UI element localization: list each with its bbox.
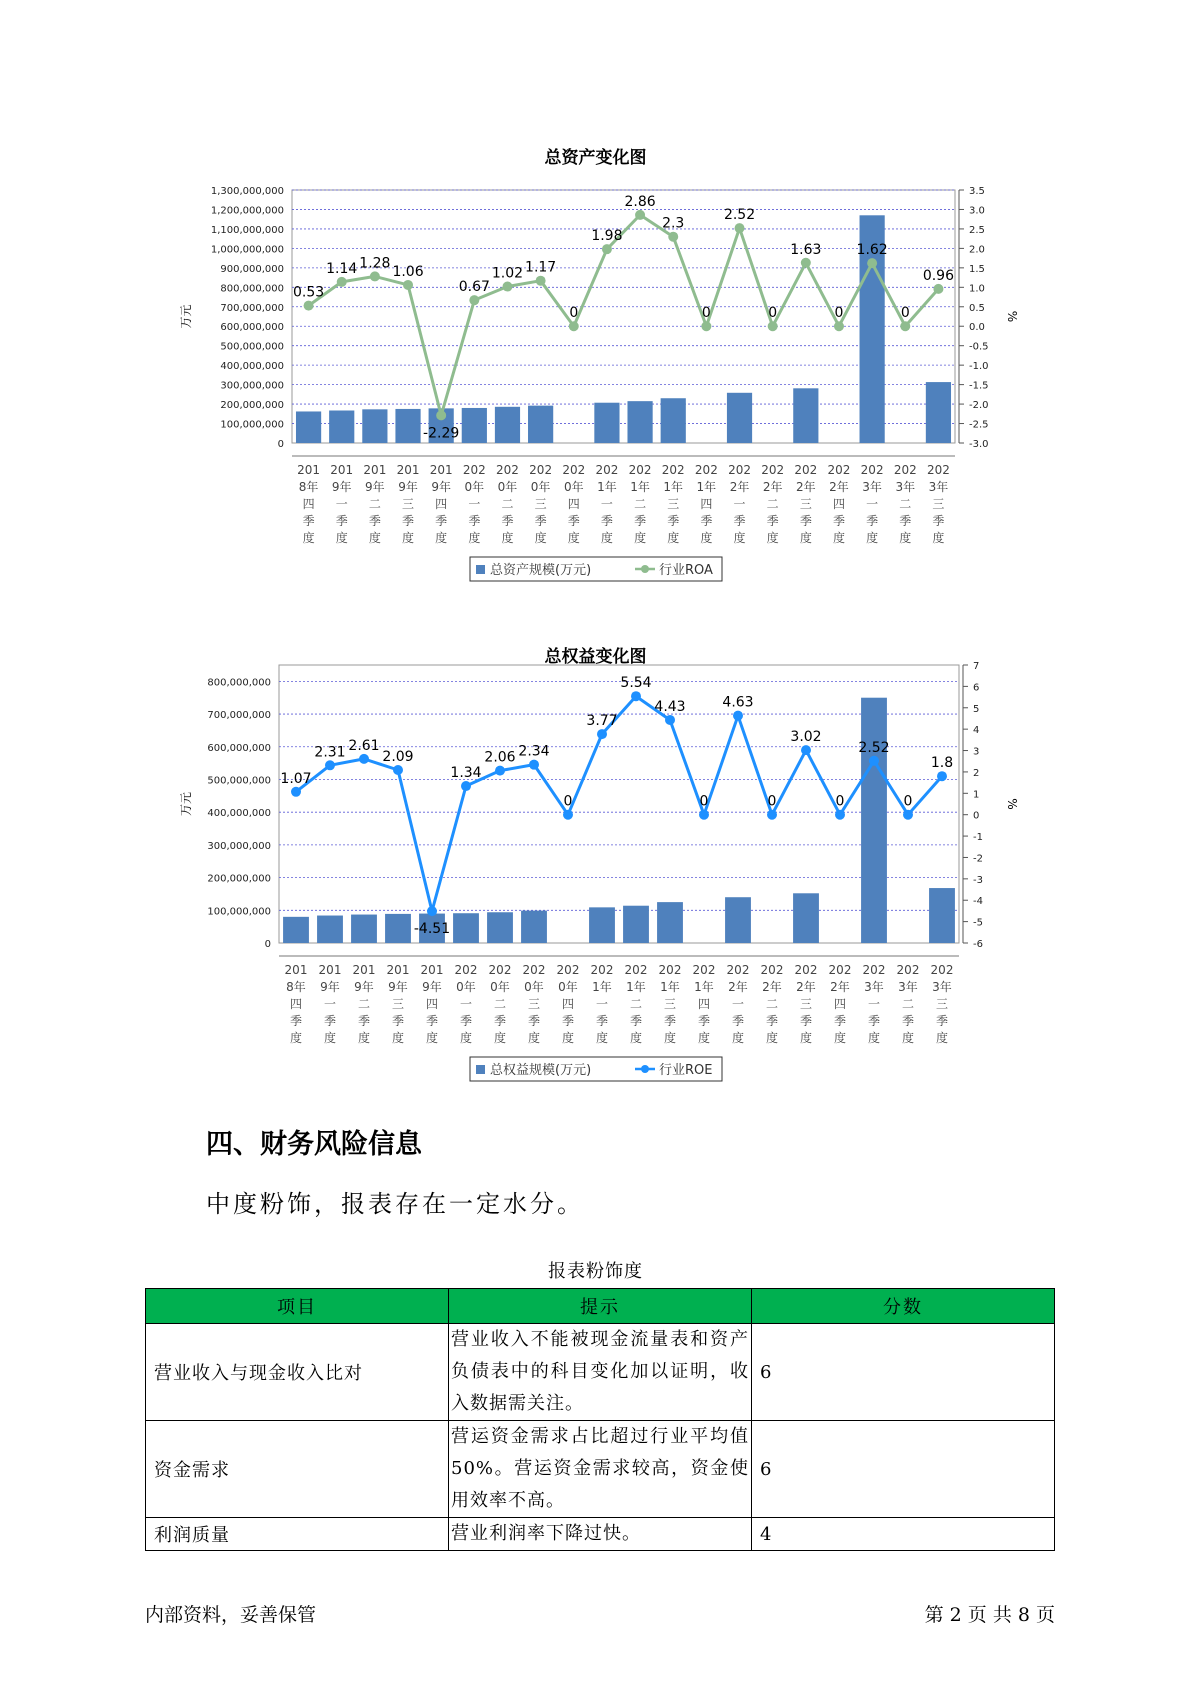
x-tick-label: 202 0年一季度	[462, 463, 486, 545]
data-label: 0	[563, 793, 573, 810]
x-tick-label: 202 2年二季度	[761, 463, 785, 545]
line-point	[529, 760, 539, 770]
data-label: 4.43	[654, 698, 686, 715]
y-tick-label: 700,000,000	[207, 710, 271, 722]
legend-bar-swatch	[476, 1065, 485, 1074]
plot-frame	[292, 190, 955, 443]
y2-tick-label: -6	[973, 939, 983, 950]
y-tick-label: 1,300,000,000	[210, 186, 284, 197]
data-label: 0	[900, 305, 910, 322]
line-point	[933, 284, 943, 294]
line-point	[602, 244, 612, 254]
bar	[395, 409, 420, 443]
bar	[661, 398, 686, 443]
data-label: 0.96	[922, 267, 955, 284]
data-label: 0	[834, 305, 844, 322]
table-row	[146, 1421, 1055, 1518]
x-tick-label: 202 1年二季度	[628, 463, 652, 545]
x-tick-label: 201 9年一季度	[318, 963, 342, 1045]
data-label: 2.52	[723, 207, 756, 224]
bar	[926, 382, 951, 443]
x-tick-label: 201 9年四季度	[420, 963, 444, 1045]
x-tick-label: 202 0年三季度	[529, 463, 553, 545]
line-point	[403, 280, 413, 290]
bar	[725, 897, 751, 943]
y-tick-label: 700,000,000	[220, 302, 284, 314]
bar	[528, 406, 553, 443]
y-tick-label: 600,000,000	[220, 322, 284, 334]
y-tick-label: 100,000,000	[220, 419, 284, 431]
data-label: -2.29	[423, 425, 460, 442]
y-axis-title: 万元	[179, 791, 193, 817]
row-item: 营业收入与现金收入比对	[146, 1324, 449, 1421]
y2-tick-label: 4	[973, 725, 980, 737]
legend-line-marker	[641, 1065, 649, 1073]
x-tick-label: 202 0年四季度	[562, 463, 586, 545]
legend-bar-label: 总权益规模(万元)	[490, 1063, 592, 1078]
data-label: 0	[699, 793, 709, 810]
bar	[283, 917, 309, 943]
header-score: 分数	[752, 1289, 1055, 1324]
data-label: 0	[767, 793, 777, 810]
y2-tick-label: -0.5	[969, 341, 989, 353]
row-score: 6	[752, 1421, 1055, 1518]
data-label: 2.3	[662, 215, 685, 232]
y2-tick-label: 2.5	[969, 224, 985, 236]
line-point	[735, 223, 745, 233]
data-label: 1.28	[359, 255, 391, 272]
y-tick-label: 400,000,000	[220, 361, 284, 373]
section-text: 中度粉饰，报表存在一定水分。	[206, 1190, 584, 1218]
line-point	[304, 301, 314, 311]
line-series	[296, 696, 942, 911]
data-label: 2.61	[348, 737, 380, 754]
x-tick-label: 202 2年一季度	[726, 963, 750, 1045]
y-tick-label: 0	[264, 939, 271, 950]
line-point	[699, 810, 709, 820]
x-tick-label: 202 1年四季度	[692, 963, 716, 1045]
data-label: 3.02	[790, 729, 822, 746]
line-point	[869, 756, 879, 766]
line-point	[461, 781, 471, 791]
x-tick-label: 201 9年四季度	[429, 463, 453, 545]
row-item: 资金需求	[146, 1421, 449, 1518]
data-label: 0	[569, 305, 579, 322]
data-label: 4.63	[722, 694, 754, 711]
data-label: 0.67	[458, 279, 490, 296]
risk-table	[145, 1288, 1055, 1551]
line-point	[733, 711, 743, 721]
legend-bar-swatch	[476, 565, 485, 574]
row-score: 6	[752, 1324, 1055, 1421]
bar	[385, 914, 411, 943]
line-point	[937, 771, 947, 781]
y-tick-label: 200,000,000	[207, 873, 271, 885]
x-tick-label: 202 1年一季度	[590, 963, 614, 1045]
y2-tick-label: 5	[973, 703, 980, 715]
y2-tick-label: -2	[973, 853, 983, 865]
header-hint: 提示	[449, 1289, 752, 1324]
y-tick-label: 400,000,000	[207, 808, 271, 820]
x-tick-label: 202 3年二季度	[896, 963, 920, 1045]
x-tick-label: 202 1年二季度	[624, 963, 648, 1045]
x-tick-label: 201 8年四季度	[297, 463, 321, 545]
x-tick-label: 202 1年三季度	[658, 963, 682, 1045]
y-tick-label: 200,000,000	[220, 400, 284, 412]
y2-axis-title: %	[1005, 798, 1019, 810]
y-tick-label: 500,000,000	[220, 341, 284, 353]
x-tick-label: 202 3年三季度	[926, 463, 950, 545]
line-point	[665, 715, 675, 725]
line-point	[495, 766, 505, 776]
bar	[861, 698, 887, 943]
y2-tick-label: 0.5	[969, 302, 985, 314]
line-point	[903, 810, 913, 820]
y2-axis-title: %	[1005, 310, 1019, 323]
chart1-title: 总资产变化图	[544, 148, 647, 168]
y2-tick-label: -5	[973, 917, 983, 929]
x-tick-label: 202 3年三季度	[930, 963, 954, 1045]
line-point	[436, 410, 446, 420]
y2-tick-label: 3.0	[969, 205, 985, 217]
row-score: 4	[752, 1518, 1055, 1551]
line-point	[502, 282, 512, 292]
x-tick-label: 201 9年一季度	[330, 463, 354, 545]
data-label: 5.54	[620, 675, 652, 692]
x-tick-label: 202 1年四季度	[694, 463, 718, 545]
table-caption: 报表粉饰度	[548, 1261, 643, 1282]
line-point	[393, 765, 403, 775]
line-point	[597, 729, 607, 739]
y2-tick-label: 2.0	[969, 244, 985, 256]
x-tick-label: 201 9年三季度	[386, 963, 410, 1045]
x-tick-label: 202 0年一季度	[454, 963, 478, 1045]
y-tick-label: 800,000,000	[207, 677, 271, 689]
line-point	[370, 271, 380, 281]
bar	[521, 911, 547, 943]
bar	[329, 410, 354, 443]
line-point	[801, 258, 811, 268]
y2-tick-label: -3	[973, 874, 983, 886]
bar	[793, 893, 819, 943]
y2-tick-label: 1	[973, 789, 980, 801]
row-item: 利润质量	[146, 1518, 449, 1551]
data-label: 1.8	[930, 755, 954, 772]
row-hint: 营业收入不能被现金流量表和资产负债表中的科目变化加以证明，收入数据需关注。	[449, 1324, 752, 1421]
y-tick-label: 500,000,000	[207, 775, 271, 787]
legend-line-label: 行业ROE	[659, 1063, 713, 1078]
y2-tick-label: 3	[973, 746, 980, 758]
line-point	[337, 277, 347, 287]
data-label: 2.52	[858, 739, 890, 756]
line-point	[867, 258, 877, 268]
y-tick-label: 1,000,000,000	[210, 244, 284, 256]
row-hint: 营业利润率下降过快。	[449, 1518, 752, 1551]
bar	[487, 912, 513, 943]
x-tick-label: 202 3年一季度	[860, 463, 884, 545]
line-point	[536, 276, 546, 286]
y-axis-title: 万元	[179, 304, 193, 329]
x-tick-label: 201 9年三季度	[396, 463, 420, 545]
data-label: 2.31	[314, 744, 346, 761]
line-point	[668, 232, 678, 242]
y2-tick-label: 2	[973, 767, 980, 779]
y-tick-label: 1,200,000,000	[210, 205, 284, 217]
data-label: 1.98	[591, 228, 623, 245]
x-tick-label: 201 8年四季度	[284, 963, 308, 1045]
data-label: 2.06	[484, 749, 516, 766]
line-point	[569, 321, 579, 331]
bar	[594, 403, 619, 443]
y2-tick-label: 6	[973, 682, 980, 694]
bar	[589, 907, 615, 943]
y2-tick-label: -1.0	[969, 361, 989, 373]
y-tick-label: 100,000,000	[207, 906, 271, 918]
line-point	[900, 321, 910, 331]
bar	[929, 888, 955, 943]
bar	[296, 411, 321, 443]
footer-left: 内部资料，妥善保管	[145, 1604, 317, 1626]
line-point	[801, 745, 811, 755]
x-tick-label: 202 3年一季度	[862, 963, 886, 1045]
data-label: 2.34	[518, 743, 550, 760]
line-point	[563, 810, 573, 820]
data-label: 1.63	[790, 241, 822, 258]
data-label: 3.77	[586, 713, 618, 730]
bar	[351, 915, 377, 943]
data-label: 1.17	[525, 259, 557, 276]
line-point	[631, 691, 641, 701]
data-label: 1.34	[450, 765, 482, 782]
section-heading: 四、财务风险信息	[206, 1129, 422, 1160]
y-tick-label: 1,100,000,000	[210, 224, 284, 236]
x-tick-label: 202 2年三季度	[794, 463, 818, 545]
bar	[793, 388, 818, 443]
y-tick-label: 300,000,000	[220, 380, 284, 392]
y2-tick-label: 1.5	[969, 263, 985, 275]
x-tick-label: 202 0年三季度	[522, 963, 546, 1045]
data-label: 0	[835, 793, 845, 810]
x-tick-label: 202 0年二季度	[488, 963, 512, 1045]
x-tick-label: 202 0年二季度	[496, 463, 519, 545]
y2-tick-label: -2.5	[969, 419, 989, 431]
data-label: 1.02	[491, 265, 524, 282]
x-tick-label: 202 1年三季度	[661, 463, 685, 545]
y-tick-label: 800,000,000	[220, 283, 284, 295]
x-tick-label: 202 2年四季度	[827, 463, 851, 545]
table-header-row	[146, 1289, 1055, 1324]
total-equity-chart	[0, 661, 1191, 1100]
data-label: 1.07	[280, 770, 312, 787]
line-point	[834, 321, 844, 331]
line-point	[767, 810, 777, 820]
legend-line-marker	[641, 565, 649, 573]
line-point	[635, 210, 645, 220]
y-tick-label: 900,000,000	[220, 263, 284, 275]
footer-page-number: 第 2 页 共 8 页	[924, 1604, 1055, 1626]
x-tick-label: 201 9年二季度	[352, 963, 376, 1045]
y2-tick-label: -4	[973, 896, 983, 908]
line-point	[325, 760, 335, 770]
data-label: 1.62	[856, 242, 888, 259]
bar	[623, 906, 649, 943]
x-tick-label: 202 2年三季度	[794, 963, 818, 1045]
data-label: -4.51	[413, 921, 451, 938]
data-label: 0	[701, 305, 711, 322]
y2-tick-label: 0.0	[969, 322, 985, 334]
chart2-title: 总权益变化图	[544, 647, 647, 667]
bar	[362, 409, 387, 443]
x-tick-label: 202 1年一季度	[595, 463, 619, 545]
y2-tick-label: 3.5	[969, 186, 985, 197]
y-tick-label: 300,000,000	[207, 840, 271, 852]
bar	[627, 401, 652, 443]
line-point	[835, 810, 845, 820]
total-assets-chart	[0, 170, 1191, 610]
data-label: 0	[768, 305, 778, 322]
bar	[727, 393, 752, 443]
y2-tick-label: 7	[973, 661, 980, 672]
line-series	[309, 215, 939, 415]
line-point	[701, 321, 711, 331]
y2-tick-label: -3.0	[969, 439, 989, 450]
line-point	[359, 754, 369, 764]
bar	[495, 407, 520, 443]
y-tick-label: 600,000,000	[207, 742, 271, 754]
table-row	[146, 1518, 1055, 1551]
bar	[657, 902, 683, 943]
y2-tick-label: -2.0	[969, 400, 989, 412]
legend-line-label: 行业ROA	[659, 563, 713, 578]
y2-tick-label: -1.5	[969, 380, 989, 392]
legend-bar-label: 总资产规模(万元)	[490, 563, 592, 578]
table-row	[146, 1324, 1055, 1421]
row-hint: 营运资金需求占比超过行业平均值50%。营运资金需求较高，资金使用效率不高。	[449, 1421, 752, 1518]
data-label: 1.14	[326, 260, 358, 277]
line-point	[469, 295, 479, 305]
bar	[462, 408, 487, 443]
y-tick-label: 0	[277, 439, 284, 450]
bar	[317, 916, 343, 943]
y2-tick-label: -1	[973, 832, 983, 844]
y2-tick-label: 1.0	[969, 283, 985, 295]
line-point	[291, 787, 301, 797]
data-label: 2.09	[382, 748, 414, 765]
y2-tick-label: 0	[973, 810, 980, 822]
x-tick-label: 202 2年一季度	[728, 463, 751, 545]
line-point	[427, 906, 437, 916]
x-tick-label: 202 2年二季度	[760, 963, 784, 1045]
bar	[453, 913, 479, 943]
x-tick-label: 202 2年四季度	[828, 963, 852, 1045]
line-point	[768, 321, 778, 331]
x-tick-label: 201 9年二季度	[363, 463, 387, 545]
data-label: 0	[903, 793, 913, 810]
data-label: 2.86	[624, 193, 656, 210]
plot-frame	[279, 665, 959, 943]
x-tick-label: 202 0年四季度	[556, 963, 580, 1045]
x-tick-label: 202 3年二季度	[893, 463, 917, 545]
header-item: 项目	[146, 1289, 449, 1324]
data-label: 1.06	[392, 263, 424, 280]
data-label: 0.53	[292, 284, 325, 301]
